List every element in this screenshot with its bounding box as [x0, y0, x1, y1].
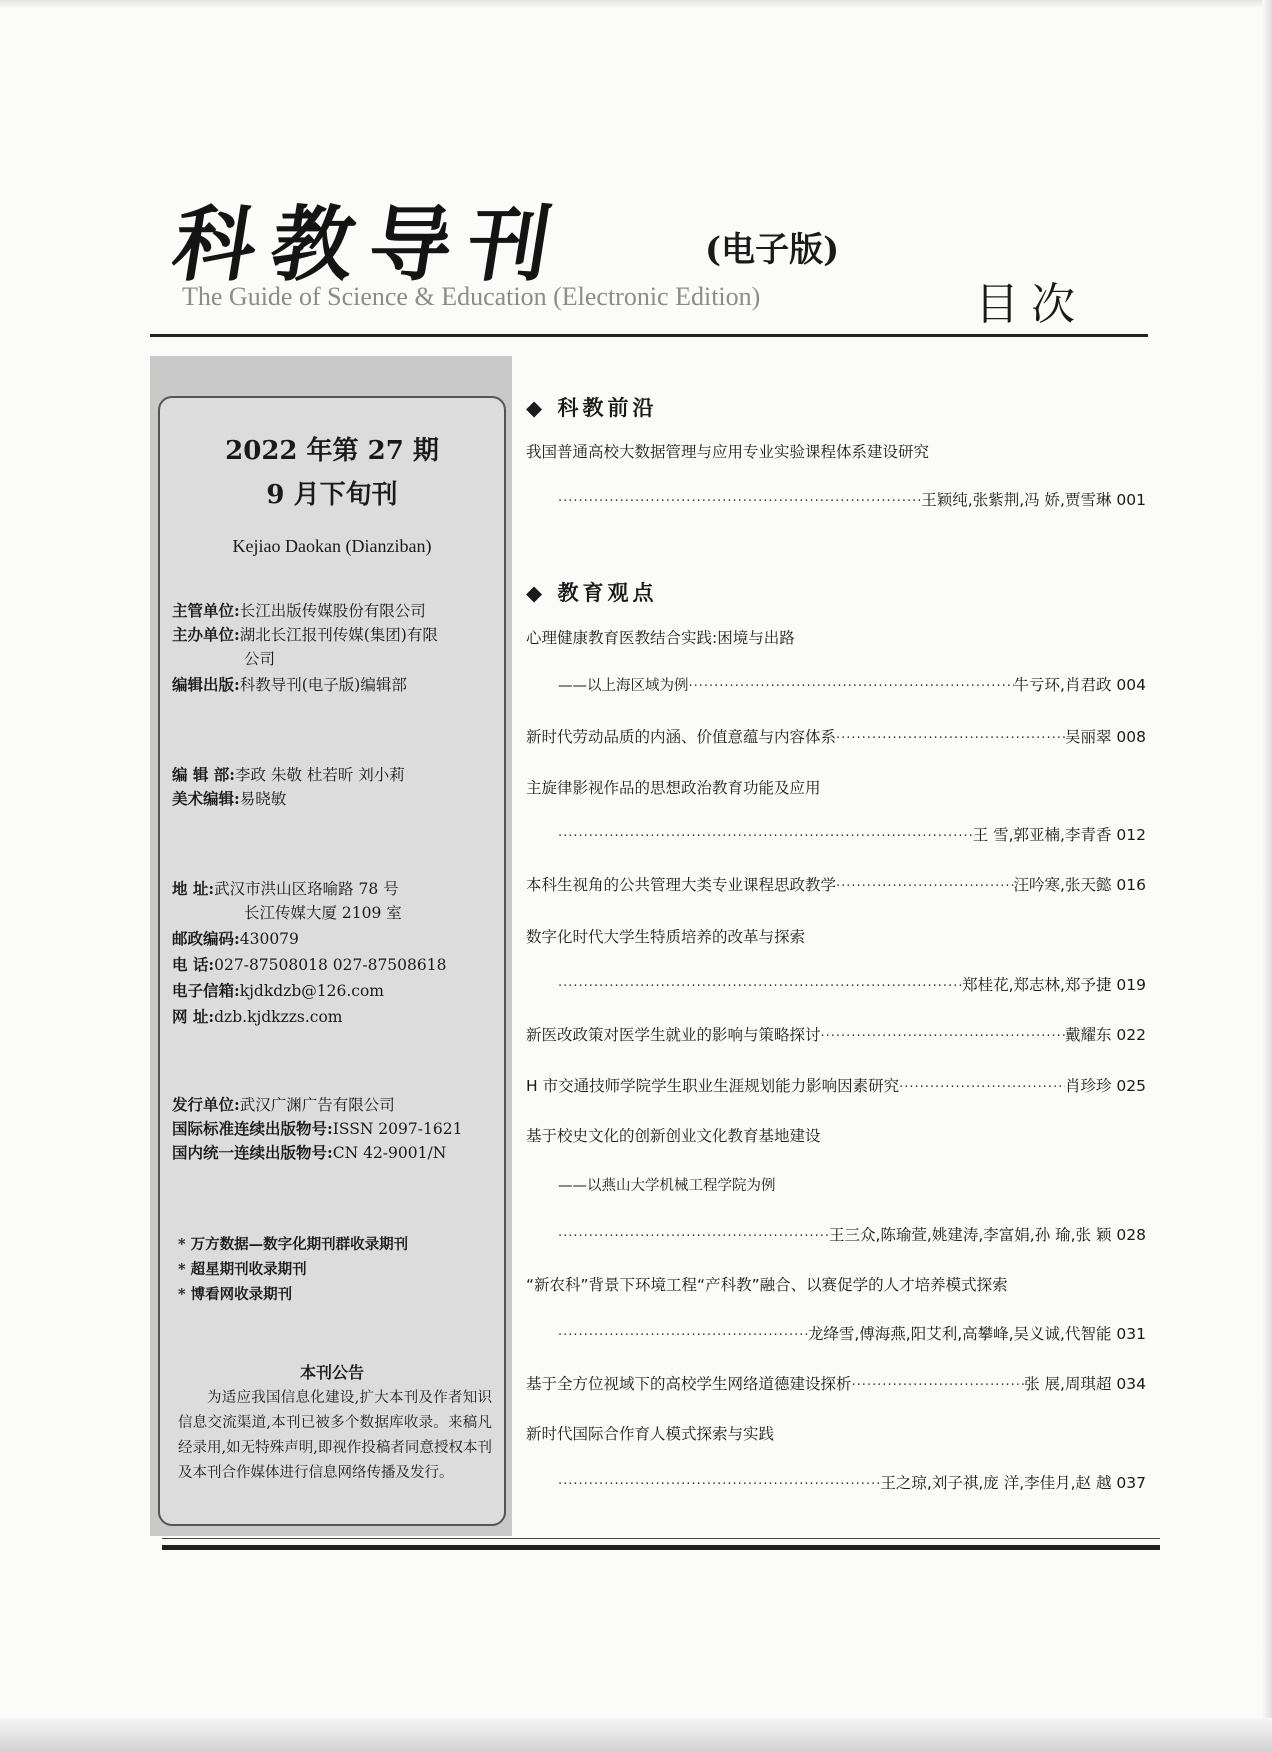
pinyin-title: Kejiao Daokan (Dianziban)	[232, 536, 432, 556]
toc-entry: 基于全方位视域下的高校学生网络道德建设探析 ····· 张 展,周琪超 034	[526, 1372, 1146, 1394]
toc-entry: H 市交通技师学院学生职业生涯规划能力影响因素研究 ····· 肖珍珍 025	[526, 1074, 1146, 1096]
edition-label: (电子版)	[705, 230, 840, 270]
scan-edge-bottom	[0, 1718, 1272, 1752]
info-row: 国际标准连续出版物号:ISSN 2097-1621	[172, 1119, 463, 1138]
notice-title: 本刊公告	[299, 1363, 364, 1382]
toc-entry-authors: ····· 王颖纯,张紫荆,冯 娇,贾雪琳 001	[558, 488, 1146, 510]
info-row: 编 辑 部:李政 朱敬 杜若昕 刘小莉	[172, 765, 405, 784]
info-row: 长江传媒大厦 2109 室	[244, 904, 402, 922]
toc-entry-title: 心理健康教育医教结合实践:困境与出路	[526, 629, 795, 647]
toc-entry-authors: ····· 王 雪,郭亚楠,李青香 012	[558, 823, 1146, 845]
footer-rule	[162, 1545, 1160, 1550]
info-row: 电 话:027-87508018 027-87508618	[172, 955, 447, 974]
info-row: 主管单位:长江出版传媒股份有限公司	[172, 601, 426, 620]
info-row: 电子信箱:kjdkdzb@126.com	[172, 981, 384, 1000]
toc-entry: 本科生视角的公共管理大类专业课程思政教学 ····· 汪吟寒,张天懿 016	[526, 873, 1146, 895]
toc-entry: 新医改政策对医学生就业的影响与策略探讨 ····· 戴耀东 022	[526, 1023, 1146, 1045]
toc-entry-authors: ····· 王之琼,刘子祺,庞 洋,李佳月,赵 越 037	[558, 1471, 1146, 1493]
toc-entry: 新时代劳动品质的内涵、价值意蕴与内容体系 ····· 吴丽翠 008	[526, 725, 1146, 747]
indexing-item: * 万方数据—数字化期刊群收录期刊	[178, 1236, 409, 1253]
info-row: 发行单位:武汉广渊广告有限公司	[172, 1095, 395, 1114]
info-row: 网 址:dzb.kjdkzzs.com	[172, 1007, 343, 1026]
issue-period: 9 月下旬刊	[266, 480, 398, 510]
toc-heading: 目次	[975, 279, 1087, 330]
toc-entry-title: 我国普通高校大数据管理与应用专业实验课程体系建设研究	[526, 443, 930, 461]
section-heading: ◆ 科教前沿	[526, 396, 658, 420]
info-row: 邮政编码:430079	[172, 929, 299, 948]
info-row: 地 址:武汉市洪山区珞喻路 78 号	[172, 879, 399, 898]
toc-entry-title: 数字化时代大学生特质培养的改革与探索	[526, 928, 806, 946]
footer-rule-thin	[162, 1538, 1160, 1539]
scan-edge-top	[0, 0, 1272, 8]
toc-entry-authors: ····· 郑桂花,郑志林,郑予捷 019	[558, 973, 1146, 995]
toc-entry-authors: ——以上海区域为例 ····· 牛亏环,肖君政 004	[558, 673, 1146, 695]
toc-entry-authors: ····· 王三众,陈瑜萱,姚建涛,李富娟,孙 瑜,张 颖 028	[558, 1223, 1146, 1245]
info-row: 国内统一连续出版物号:CN 42-9001/N	[172, 1143, 447, 1162]
masthead	[166, 180, 895, 311]
toc-entry-subtitle: ——以燕山大学机械工程学院为例	[558, 1178, 776, 1194]
toc-entry-title: 基于校史文化的创新创业文化教育基地建设	[526, 1127, 821, 1145]
toc-entry-title: 主旋律影视作品的思想政治教育功能及应用	[526, 779, 821, 797]
info-row: 主办单位:湖北长江报刊传媒(集团)有限	[172, 625, 438, 644]
indexing-list	[178, 1232, 408, 1307]
sidebar-panel	[158, 396, 506, 1526]
indexing-item: * 博看网收录期刊	[178, 1286, 293, 1303]
journal-title: 科教导刊	[166, 197, 574, 293]
toc-entry-authors: ····· 龙绛雪,傅海燕,阳艾利,高攀峰,吴义诚,代智能 031	[558, 1322, 1146, 1344]
notice-body: 为适应我国信息化建设,扩大本刊及作者知识信息交流渠道,本刊已被多个数据库收录。来稿凡经录用,如无特殊声明,即视作投稿者同意授权本刊及本刊合作媒体进行信息网络传播及发行。	[178, 1390, 492, 1481]
section-heading: ◆ 教育观点	[526, 581, 658, 605]
toc-entry-title: “新农科”背景下环境工程“产科教”融合、以赛促学的人才培养模式探索	[526, 1276, 1008, 1294]
toc-entry-title: 新时代国际合作育人模式探索与实践	[526, 1425, 775, 1443]
scan-edge-right	[1262, 0, 1272, 1752]
english-title: The Guide of Science & Education (Electronic Edition)	[182, 282, 761, 311]
issue-number: 2022 年第 27 期	[225, 436, 439, 466]
header-rule	[150, 334, 1148, 337]
info-row: 美术编辑:易晓敏	[172, 789, 287, 808]
info-row: 编辑出版:科教导刊(电子版)编辑部	[172, 675, 407, 694]
info-row: 公司	[244, 650, 276, 668]
indexing-item: * 超星期刊收录期刊	[178, 1261, 307, 1278]
